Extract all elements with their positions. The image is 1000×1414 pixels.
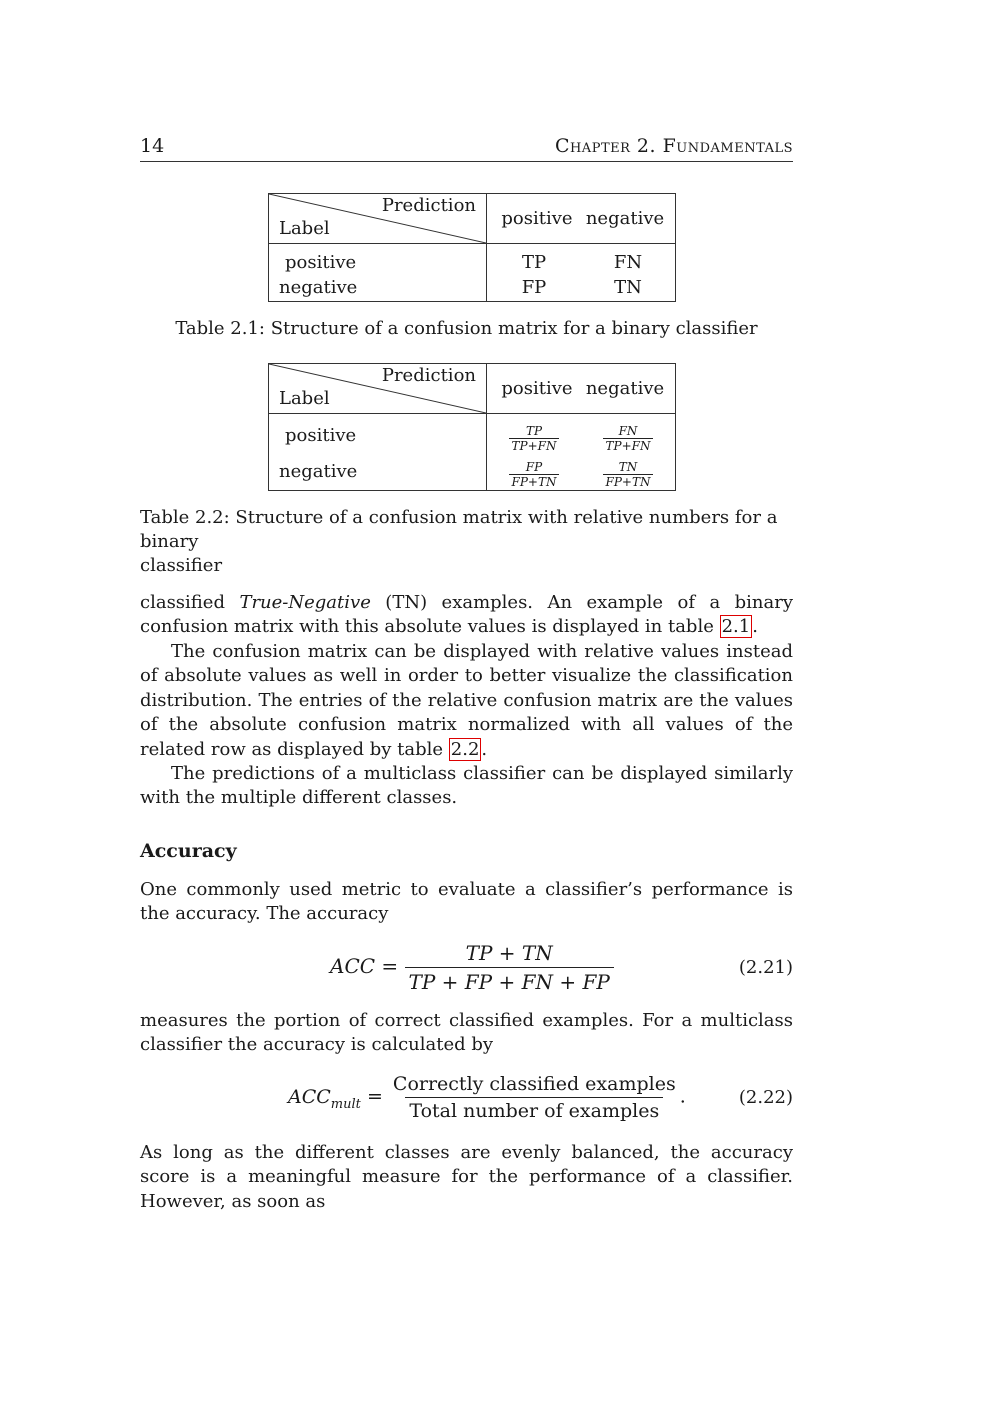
cell-tp: TP xyxy=(521,251,547,273)
col-header-positive: positive xyxy=(487,194,582,244)
cell-fp-rate: $\frac{FP}{FP+TN}$ xyxy=(487,454,582,490)
confusion-matrix-table-1 xyxy=(268,193,676,302)
cell-fp: FP xyxy=(521,277,547,298)
col-header-negative: negative xyxy=(581,364,675,414)
table-ref-2-2[interactable]: 2.2 xyxy=(450,738,480,760)
paragraph-4: One commonly used metric to evaluate a classifier’s performance is the accuracy. The accuracy xyxy=(140,879,793,925)
equation-number-2-22: (2.22) xyxy=(738,1087,793,1108)
col-header-negative: negative xyxy=(581,194,675,244)
table-corner-cell xyxy=(269,364,487,414)
section-heading: Accuracy xyxy=(140,840,237,862)
corner-prediction-label: Prediction xyxy=(381,365,476,386)
cell-tn-rate: $\frac{TN}{FP+TN}$ xyxy=(581,454,675,490)
eq2-fraction: $\frac{\text{Correctly classified examples}}{\text{Total number of examples}}$ xyxy=(392,1073,676,1122)
row-label-positive: positive xyxy=(269,414,487,454)
cell-fn: FN xyxy=(613,251,643,273)
chapter-title: Chapter 2. Fundamentals xyxy=(554,135,793,157)
equation-2-22: $ACC_{mult}$ = $\frac{\text{Correctly classified examples}}{\text{Total number of examples}}$ . xyxy=(288,1073,686,1122)
cell-tn: TN xyxy=(614,277,642,298)
confusion-matrix-table-2 xyxy=(268,363,676,491)
corner-prediction-label: Prediction xyxy=(381,195,476,216)
paragraph-3: The predictions of a multiclass classifier can be displayed similarly with the multiple different classes. xyxy=(140,763,793,809)
col-header-positive: positive xyxy=(487,364,582,414)
row-label-negative: negative xyxy=(269,454,487,490)
equation-2-21 xyxy=(330,941,614,994)
cell-fn-rate: $\frac{FN}{TP+FN}$ xyxy=(581,414,675,454)
table-caption-2-2: Table 2.2: Structure of a confusion matrix with relative numbers for a binary classifier xyxy=(140,507,778,576)
table-corner-cell xyxy=(269,194,487,244)
row-label-positive: positive xyxy=(269,244,487,275)
page-header xyxy=(140,135,793,162)
eq1-fraction: $\frac{TP + TN}{TP + FP + FN + FP}$ xyxy=(405,941,614,994)
paragraph-2: The confusion matrix can be displayed with relative values instead of absolute values as well in order to better visualize the classification distribution. The entries of the relative confusion matrix are the values of the absolute confusion matrix normalized with all values of the related row as displayed by table 2.2 . xyxy=(140,641,793,760)
page-number: 14 xyxy=(140,135,165,157)
equation-number-2-21: (2.21) xyxy=(738,957,793,978)
paragraph-6: As long as the different classes are evenly balanced, the accuracy score is a meaningful measure for the performance of a classifier. However, as soon as xyxy=(140,1142,793,1212)
cell-tp-rate: $\frac{TP}{TP+FN}$ xyxy=(487,414,582,454)
corner-label-label: Label xyxy=(279,388,330,409)
paragraph-5: measures the portion of correct classified examples. For a multiclass classifier the accuracy is calculated by xyxy=(140,1010,793,1056)
table-caption-2-1: Table 2.1: Structure of a confusion matrix for a binary classifier xyxy=(175,318,758,339)
corner-label-label: Label xyxy=(279,218,330,239)
table-ref-2-1[interactable]: 2.1 xyxy=(721,616,751,638)
eq2-lhs: $ACC_{mult}$ xyxy=(288,1085,361,1112)
paragraph-1: classified True-Negative (TN) examples. An example of a binary confusion matrix with this absolute values is displayed in table 2.1 . xyxy=(140,592,793,638)
row-label-negative: negative xyxy=(269,275,487,301)
eq1-lhs: ACC = xyxy=(330,954,399,978)
